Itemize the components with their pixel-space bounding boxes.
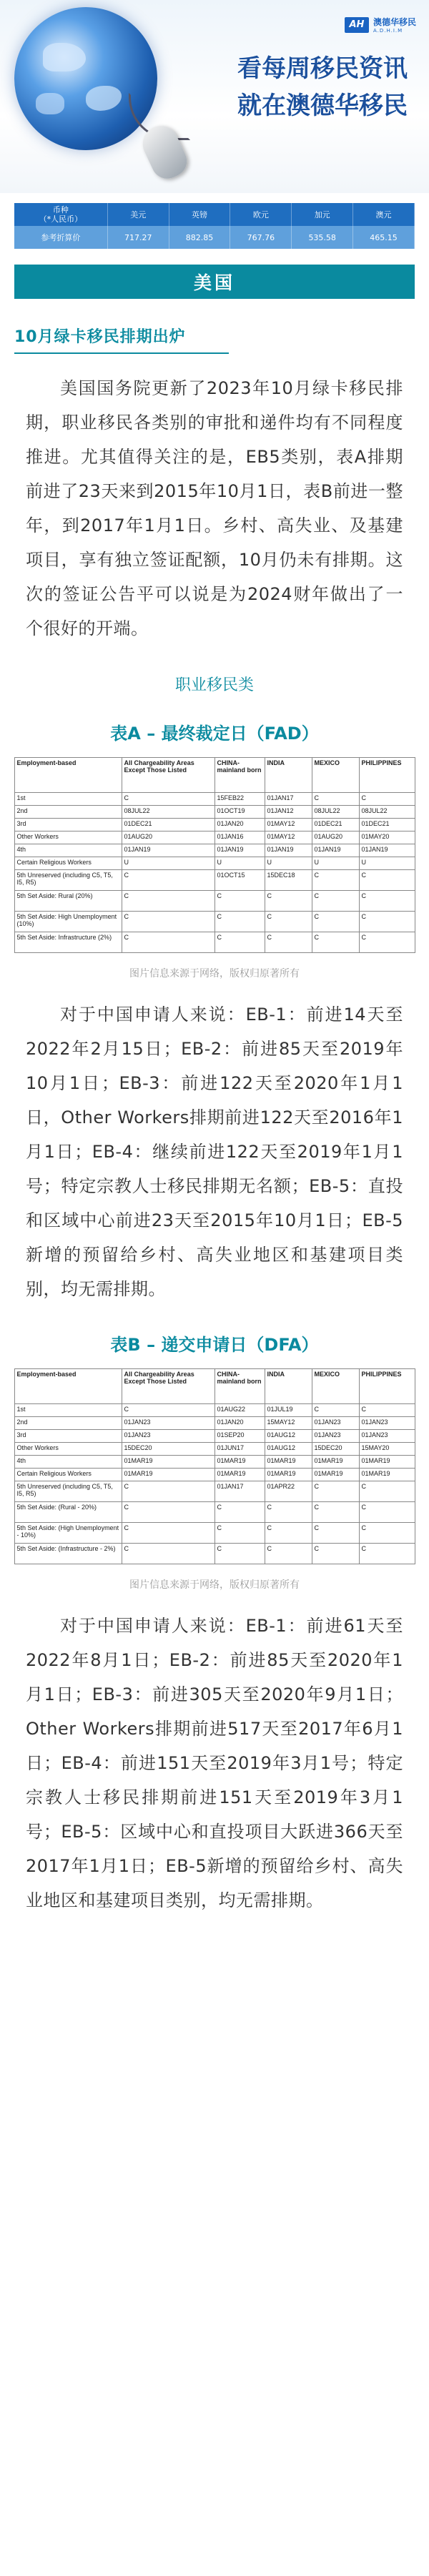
- section-heading: 职业移民类: [174, 676, 254, 694]
- image-caption-b: 图片信息来源于网络，版权归原著所有: [129, 1579, 300, 1591]
- table-row: [14, 857, 415, 870]
- date-cell: U: [312, 857, 359, 870]
- table-row: [14, 1481, 415, 1502]
- table-row: [14, 1523, 415, 1544]
- date-cell: C: [312, 1502, 359, 1523]
- currency-eur: 欧元: [230, 203, 292, 226]
- date-cell: C: [122, 1523, 214, 1544]
- date-cell: C: [312, 1523, 359, 1544]
- date-cell: C: [122, 1544, 214, 1564]
- date-cell: 01MAY12: [265, 831, 312, 844]
- date-cell: 01DEC21: [122, 819, 214, 831]
- image-caption-a: 图片信息来源于网络，版权归原著所有: [129, 968, 300, 979]
- table-a-title: 表A – 最终裁定日（FAD）: [110, 724, 319, 744]
- table-row: [14, 831, 415, 844]
- row-label-cell: 4th: [14, 1456, 122, 1469]
- exchange-rate-table: [14, 203, 415, 249]
- date-cell: 01JAN19: [122, 844, 214, 857]
- date-cell: C: [122, 1481, 214, 1502]
- headline-line-2: 就在澳德华移民: [237, 92, 408, 120]
- table-a-final-action-dates: [14, 757, 415, 953]
- date-cell: 01OCT19: [214, 806, 265, 819]
- table-row: [14, 1430, 415, 1443]
- date-cell: 01JAN19: [312, 844, 359, 857]
- row-label-cell: 1st: [14, 793, 122, 806]
- date-cell: 15DEC20: [312, 1443, 359, 1456]
- date-cell: 01MAR19: [214, 1469, 265, 1481]
- date-cell: C: [265, 1523, 312, 1544]
- date-cell: C: [214, 1523, 265, 1544]
- date-cell: 01MAY12: [265, 819, 312, 831]
- date-cell: 08JUL22: [122, 806, 214, 819]
- date-cell: 01MAR19: [122, 1456, 214, 1469]
- date-cell: C: [214, 1544, 265, 1564]
- date-cell: C: [214, 912, 265, 932]
- row-label-cell: 5th Set Aside: High Unemployment (10%): [14, 912, 122, 932]
- date-cell: 01AUG12: [265, 1430, 312, 1443]
- table-row: [14, 1443, 415, 1456]
- table-b-dates-for-filing: [14, 1368, 415, 1564]
- table-header-cell: Employment-based: [14, 1369, 122, 1404]
- article-title: 10月绿卡移民排期出炉: [14, 325, 229, 354]
- table-row: [14, 806, 415, 819]
- date-cell: U: [359, 857, 415, 870]
- table-header-cell: All Chargeability Areas Except Those Listed: [122, 758, 214, 793]
- date-cell: C: [359, 1544, 415, 1564]
- date-cell: 01JAN23: [359, 1417, 415, 1430]
- date-cell: 01JAN23: [122, 1430, 214, 1443]
- date-cell: 01JAN12: [265, 806, 312, 819]
- date-cell: C: [312, 932, 359, 953]
- table-row: [14, 1502, 415, 1523]
- country-section-header: 美国: [14, 265, 415, 299]
- date-cell: 01MAR19: [312, 1469, 359, 1481]
- intro-paragraph: 美国国务院更新了2023年10月绿卡移民排期，职业移民各类别的审批和递件均有不同程度推进。尤其值得关注的是，EB5类别，表A排期前进了23天来到2015年10月1日，表B前进一整年，到2017年1月1日。乡村、高失业、及基建项目，享有独立签证配额，10月仍未有排期。这次的签证公告平可以说是为2024财年做出了一个很好的开端。: [26, 378, 403, 638]
- date-cell: 01AUG20: [122, 831, 214, 844]
- date-cell: 01MAR19: [214, 1456, 265, 1469]
- date-cell: C: [214, 891, 265, 912]
- date-cell: C: [359, 870, 415, 891]
- date-cell: C: [312, 870, 359, 891]
- date-cell: C: [312, 793, 359, 806]
- table-row: [14, 1469, 415, 1481]
- rate-value-label: 参考折算价: [14, 226, 107, 249]
- table-row: [14, 1456, 415, 1469]
- date-cell: C: [312, 891, 359, 912]
- date-cell: 15DEC18: [265, 870, 312, 891]
- row-label-cell: 5th Unreserved (including C5, T5, I5, R5): [14, 1481, 122, 1502]
- table-row: [14, 932, 415, 953]
- date-cell: 01MAR19: [265, 1456, 312, 1469]
- date-cell: U: [122, 857, 214, 870]
- date-cell: 01JAN23: [312, 1417, 359, 1430]
- date-cell: 01JAN16: [214, 831, 265, 844]
- date-cell: 01JAN23: [122, 1417, 214, 1430]
- paragraph-table-a: 对于中国申请人来说：EB-1：前进14天至2022年2月15日；EB-2：前进85天至2019年10月1日；EB-3：前进122天至2020年1月1日，Other Workers排期前进122天至2016年1月1日；EB-4：继续前进122天至2019年1月1号；特定宗教人士移民排期无名额；EB-5：直投和区域中心前进23天至2015年10月1日；EB-5新增的预留给乡村、高失业地区和基建项目类别，均无需排期。: [26, 1005, 403, 1299]
- table-row: [14, 891, 415, 912]
- table-row: [14, 793, 415, 806]
- table-row: [14, 912, 415, 932]
- date-cell: C: [122, 870, 214, 891]
- table-header-cell: CHINA-mainland born: [214, 1369, 265, 1404]
- row-label-cell: 5th Unreserved (including C5, T5, I5, R5): [14, 870, 122, 891]
- date-cell: C: [214, 1502, 265, 1523]
- date-cell: 01JAN17: [214, 1481, 265, 1502]
- table-row: [14, 1404, 415, 1417]
- date-cell: C: [122, 1404, 214, 1417]
- table-header-cell: INDIA: [265, 758, 312, 793]
- date-cell: C: [359, 793, 415, 806]
- banner-headline: [237, 50, 408, 124]
- date-cell: U: [214, 857, 265, 870]
- row-label-cell: 5th Set Aside: Infrastructure (2%): [14, 932, 122, 953]
- rate-gbp: 882.85: [169, 226, 230, 249]
- logo-mark: AH: [345, 17, 369, 33]
- date-cell: 15DEC20: [122, 1443, 214, 1456]
- date-cell: 01APR22: [265, 1481, 312, 1502]
- row-label-cell: 3rd: [14, 819, 122, 831]
- date-cell: 01JAN23: [312, 1430, 359, 1443]
- date-cell: 08JUL22: [359, 806, 415, 819]
- logo-en-text: A.D.H.I.M: [373, 28, 403, 34]
- date-cell: 01JUL19: [265, 1404, 312, 1417]
- date-cell: 01JAN20: [214, 819, 265, 831]
- rate-header-label: 币种 （*人民币）: [14, 203, 107, 226]
- table-row: [14, 1417, 415, 1430]
- table-row: [14, 819, 415, 831]
- row-label-cell: Other Workers: [14, 831, 122, 844]
- date-cell: 15MAY20: [359, 1443, 415, 1456]
- table-header-cell: Employment-based: [14, 758, 122, 793]
- rate-aud: 465.15: [353, 226, 415, 249]
- table-header-cell: INDIA: [265, 1369, 312, 1404]
- date-cell: 01JAN17: [265, 793, 312, 806]
- date-cell: 01MAR19: [359, 1456, 415, 1469]
- date-cell: 01AUG22: [214, 1404, 265, 1417]
- date-cell: 01MAR19: [312, 1456, 359, 1469]
- table-header-cell: PHILIPPINES: [359, 758, 415, 793]
- date-cell: 01DEC21: [359, 819, 415, 831]
- date-cell: 01SEP20: [214, 1430, 265, 1443]
- brand-logo: [345, 16, 416, 34]
- date-cell: 01AUG12: [265, 1443, 312, 1456]
- date-cell: C: [214, 932, 265, 953]
- rate-cad: 535.58: [292, 226, 353, 249]
- globe-icon: [14, 7, 157, 150]
- date-cell: 01JAN19: [214, 844, 265, 857]
- date-cell: 01OCT15: [214, 870, 265, 891]
- date-cell: C: [359, 912, 415, 932]
- date-cell: C: [122, 891, 214, 912]
- date-cell: C: [122, 912, 214, 932]
- date-cell: 08JUL22: [312, 806, 359, 819]
- date-cell: C: [359, 1404, 415, 1417]
- date-cell: 01JAN19: [265, 844, 312, 857]
- date-cell: C: [265, 932, 312, 953]
- date-cell: 01MAR19: [265, 1469, 312, 1481]
- currency-usd: 美元: [107, 203, 169, 226]
- date-cell: C: [359, 1481, 415, 1502]
- date-cell: 01AUG20: [312, 831, 359, 844]
- table-row: [14, 870, 415, 891]
- row-label-cell: 5th Set Aside: (Infrastructure - 2%): [14, 1544, 122, 1564]
- date-cell: C: [265, 1502, 312, 1523]
- table-header-cell: PHILIPPINES: [359, 1369, 415, 1404]
- date-cell: 01MAY20: [359, 831, 415, 844]
- table-b-title: 表B – 递交申请日（DFA）: [110, 1335, 319, 1355]
- table-header-cell: MEXICO: [312, 758, 359, 793]
- date-cell: C: [265, 1544, 312, 1564]
- currency-cad: 加元: [292, 203, 353, 226]
- row-label-cell: 5th Set Aside: (Rural - 20%): [14, 1502, 122, 1523]
- logo-cn-text: 澳德华移民: [373, 17, 416, 27]
- date-cell: C: [312, 1404, 359, 1417]
- date-cell: C: [265, 912, 312, 932]
- date-cell: 15MAY12: [265, 1417, 312, 1430]
- date-cell: C: [359, 1523, 415, 1544]
- date-cell: 01JAN23: [359, 1430, 415, 1443]
- date-cell: 01MAR19: [122, 1469, 214, 1481]
- row-label-cell: 2nd: [14, 806, 122, 819]
- row-label-cell: 5th Set Aside: Rural (20%): [14, 891, 122, 912]
- date-cell: C: [122, 793, 214, 806]
- date-cell: 01DEC21: [312, 819, 359, 831]
- paragraph-table-b: 对于中国申请人来说：EB-1：前进61天至2022年8月1日；EB-2：前进85天至2020年1月1日；EB-3：前进305天至2020年9月1日；Other Workers排期前进517天至2017年6月1日；EB-4：前进151天至2019年3月1号；特定宗教人士移民排期前进151天至2019年3月1号；EB-5：区域中心和直投项目大跃进366天至2017年1月1日；EB-5新增的预留给乡村、高失业地区和基建项目类别，均无需排期。: [26, 1616, 403, 1910]
- row-label-cell: 2nd: [14, 1417, 122, 1430]
- date-cell: C: [312, 912, 359, 932]
- rate-eur: 767.76: [230, 226, 292, 249]
- table-row: [14, 1544, 415, 1564]
- date-cell: U: [265, 857, 312, 870]
- row-label-cell: Certain Religious Workers: [14, 857, 122, 870]
- date-cell: C: [265, 891, 312, 912]
- headline-line-1: 看每周移民资讯: [237, 54, 408, 83]
- row-label-cell: 5th Set Aside: (High Unemployment - 10%): [14, 1523, 122, 1544]
- table-header-cell: MEXICO: [312, 1369, 359, 1404]
- date-cell: 01JAN20: [214, 1417, 265, 1430]
- currency-aud: 澳元: [353, 203, 415, 226]
- date-cell: C: [122, 1502, 214, 1523]
- row-label-cell: Other Workers: [14, 1443, 122, 1456]
- currency-gbp: 英镑: [169, 203, 230, 226]
- date-cell: C: [359, 891, 415, 912]
- date-cell: C: [312, 1544, 359, 1564]
- date-cell: 01MAR19: [359, 1469, 415, 1481]
- date-cell: C: [312, 1481, 359, 1502]
- rate-usd: 717.27: [107, 226, 169, 249]
- date-cell: C: [359, 932, 415, 953]
- header-banner: [0, 0, 429, 193]
- row-label-cell: 3rd: [14, 1430, 122, 1443]
- date-cell: C: [359, 1502, 415, 1523]
- row-label-cell: 4th: [14, 844, 122, 857]
- date-cell: 15FEB22: [214, 793, 265, 806]
- table-header-cell: All Chargeability Areas Except Those Listed: [122, 1369, 214, 1404]
- table-header-cell: CHINA-mainland born: [214, 758, 265, 793]
- date-cell: C: [122, 932, 214, 953]
- row-label-cell: 1st: [14, 1404, 122, 1417]
- table-row: [14, 844, 415, 857]
- row-label-cell: Certain Religious Workers: [14, 1469, 122, 1481]
- date-cell: 01JUN17: [214, 1443, 265, 1456]
- date-cell: 01JAN19: [359, 844, 415, 857]
